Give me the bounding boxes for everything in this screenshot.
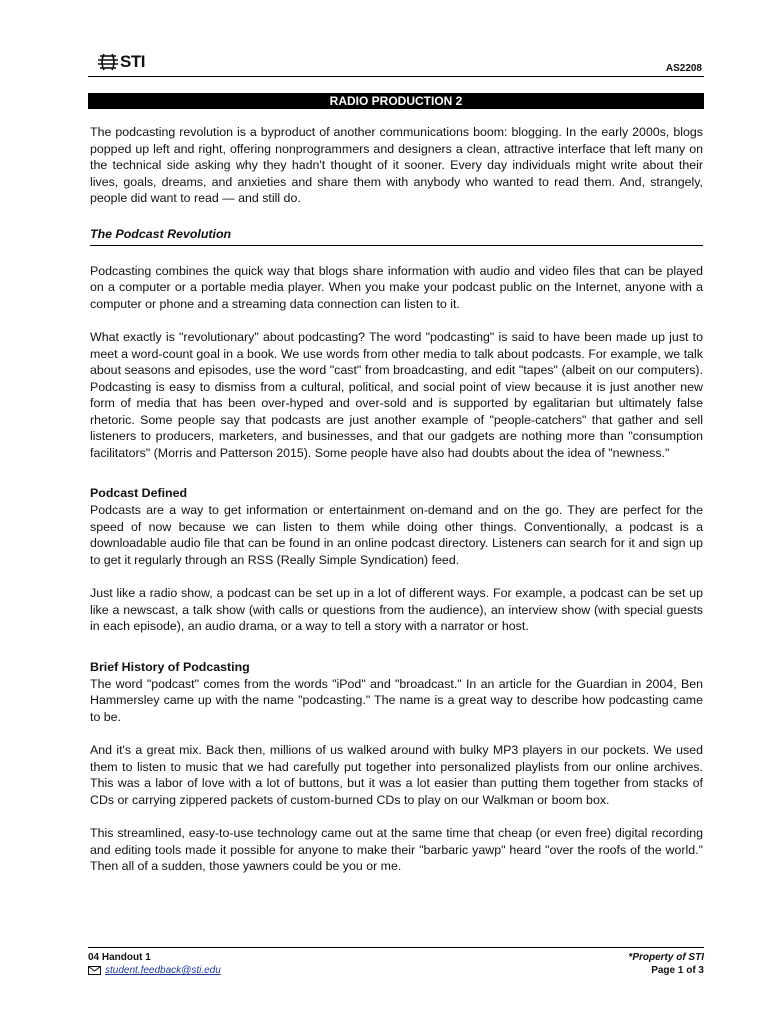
paragraph: Podcasting combines the quick way that blogs share information with audio and video files that can be played on a computer or a portable media player. When you make your podcast public on the Internet, anyone with a computer or phone and a streaming data connection can listen to it. <box>90 263 703 311</box>
paragraph: This streamlined, easy-to-use technology came out at the same time that cheap (or even free) digital recording and editing tools made it possible for anyone to make their "barbaric yawp" heard "over the roofs of the world." Then all of a sudden, those yawners could be you or me. <box>90 826 703 873</box>
section-heading-podcast-defined: Podcast Defined <box>90 486 188 500</box>
feedback-email <box>88 965 221 976</box>
page-header <box>88 50 704 77</box>
paragraph: And it's a great mix. Back then, millions of us walked around with bulky MP3 players in our pockets. We used them to listen to music that we had carefully put together into personalized playlists from our online archives. This was a labor of love with a lot of buttons, but it was a lot easier than putting them together from stacks of CDs or carrying zippered packets of custom-burned CDs to play on our Walkman or boom box. <box>90 743 703 807</box>
paragraph: Podcasts are a way to get information or entertainment on-demand and on the go. They are perfect for the speed of now because we can listen to them while doing other things. Conventionally, a podcast is a downloadable audio file that can be found in an online podcast directory. Listeners can search for it and sign up to get it regularly through an RSS (Really Simple Syndication) feed. <box>90 503 703 567</box>
paragraph: The word "podcast" comes from the words "iPod" and "broadcast." In an article for the Guardian in 2004, Ben Hammersley came up with the name "podcasting." The name is a great way to describe how podcasting came to be. <box>90 676 703 724</box>
section-heading-podcast-revolution: The Podcast Revolution <box>90 226 703 246</box>
sti-logo <box>96 52 145 72</box>
intro-paragraph: The podcasting revolution is a byproduct of another communications boom: blogging. In the early 2000s, blogs popped up left and right, offering nonprogrammers and designers a clean, attractive interface that left many on the technical side asking why they hadn't thought of it sooner. Every day individuals might write about their lives, goals, dreams, and anxieties and share them with anybody who wanted to read them. And, strangely, people did want to read — and still do. <box>90 125 703 205</box>
handout-label: 04 Handout 1 <box>88 952 151 963</box>
page-footer <box>88 947 704 976</box>
document-code: AS2208 <box>665 63 702 74</box>
document-body <box>90 124 703 892</box>
email-link[interactable]: student.feedback@sti.edu <box>105 965 221 976</box>
property-label: *Property of STI <box>628 952 704 963</box>
document-title: RADIO PRODUCTION 2 <box>88 93 704 109</box>
paragraph: What exactly is "revolutionary" about podcasting? The word "podcasting" is said to have been made up just to meet a word-count goal in a book. We use words from other media to talk about podcasts. For example, we talk about seasons and episodes, use the word "cast" from broadcasting, and edit "tapes" (albeit on our computers). Podcasting is easy to dismiss from a cultural, political, and social point of view because it is just another new form of media that has been over-hyped and over-sold and is supported by egalitarian but ultimately false rhetoric. Some people say that podcasts are just another example of "people-catchers" that gather and sell listeners to producers, marketers, and businesses, and that our gadgets are nothing more than "consumption facilitators" (Morris and Patterson 2015). Some people have also had doubts about the idea of "newness." <box>90 330 703 460</box>
globe-logo-icon <box>96 52 120 72</box>
logo-text: STI <box>120 52 145 71</box>
envelope-icon <box>88 966 101 975</box>
paragraph: Just like a radio show, a podcast can be set up in a lot of different ways. For example, a podcast can be set up like a newscast, a talk show (with calls or questions from the audience), an interview show (with special guests in each episode), an audio drama, or a way to tell a story with a narrator or host. <box>90 586 703 633</box>
section-heading-brief-history: Brief History of Podcasting <box>90 659 250 674</box>
page-number: Page 1 of 3 <box>651 965 704 976</box>
